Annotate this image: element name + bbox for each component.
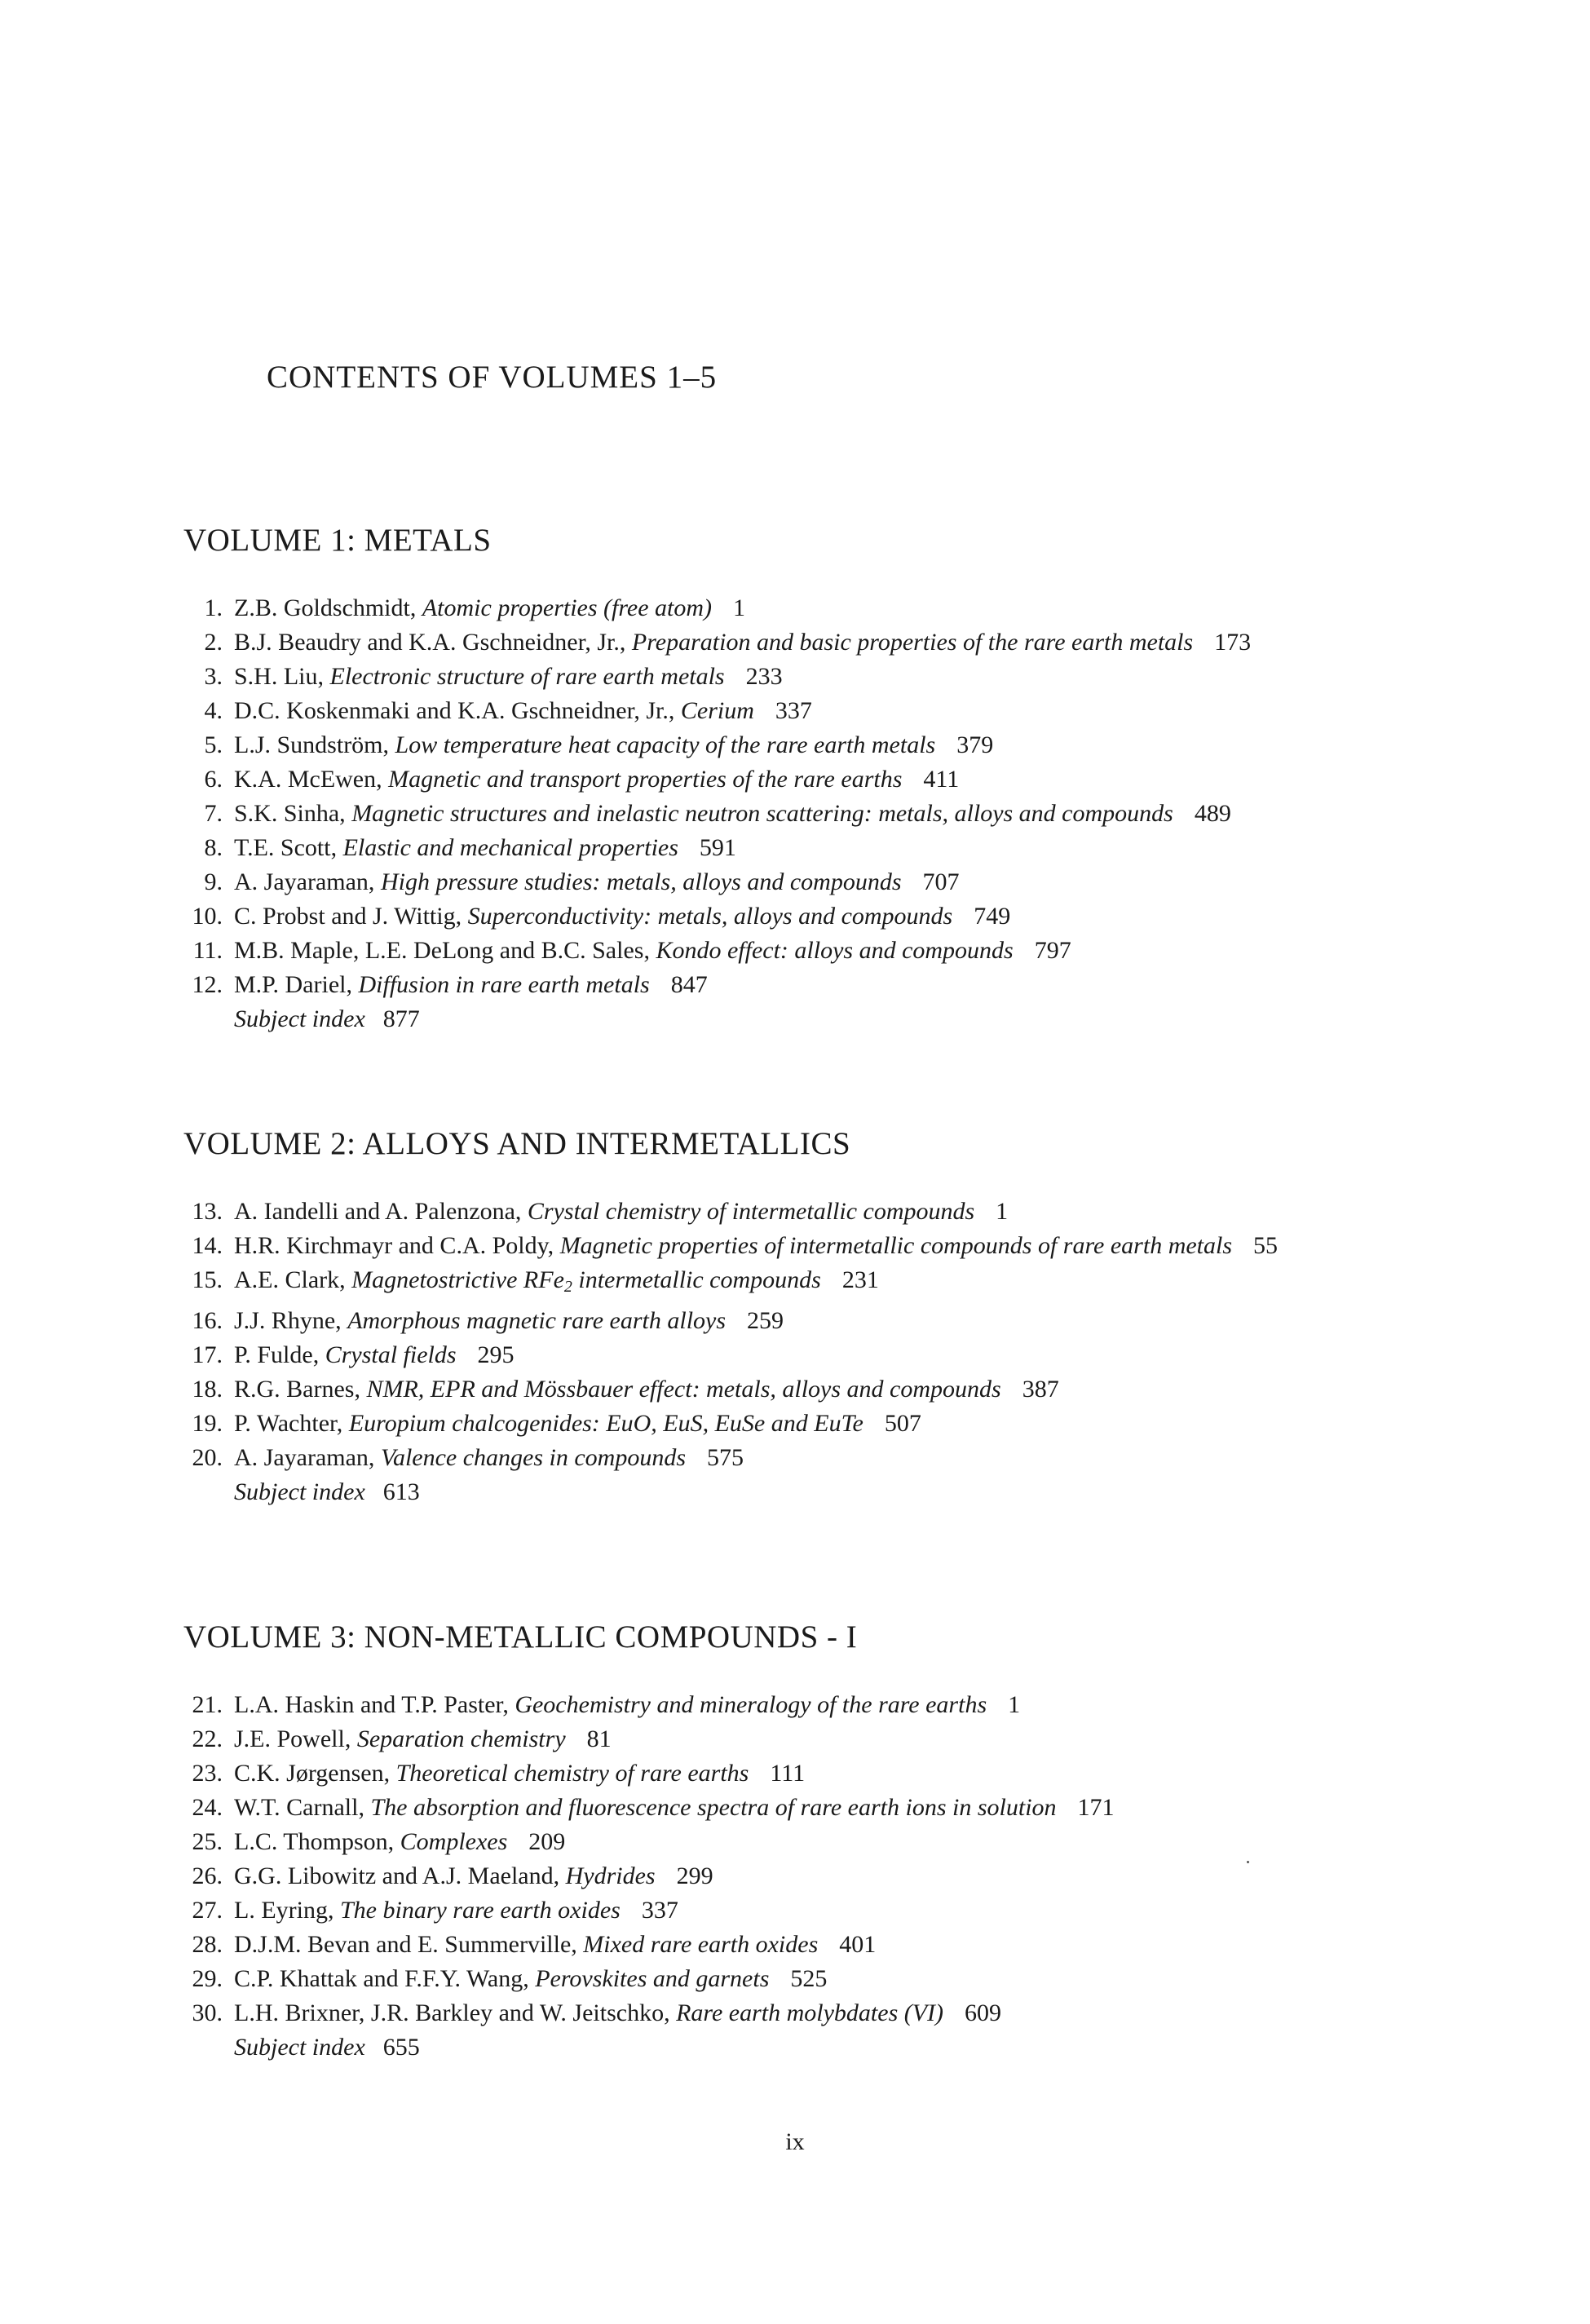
entry-title: Mixed rare earth oxides	[583, 1931, 819, 1958]
entry-number: 21.	[192, 1691, 223, 1718]
toc-entry	[183, 934, 1423, 968]
entry-authors: L.A. Haskin and T.P. Paster,	[234, 1691, 515, 1718]
toc-entry	[183, 1791, 1423, 1825]
entry-title: Geochemistry and mineralogy of the rare earths	[515, 1691, 987, 1718]
entry-page: 173	[1214, 629, 1252, 656]
toc-entry	[183, 1338, 1423, 1372]
entry-number: 15.	[192, 1266, 223, 1293]
entry-title: Low temperature heat capacity of the rare earth metals	[395, 731, 936, 758]
entry-authors: C.K. Jørgensen,	[234, 1760, 396, 1787]
toc-entry	[183, 1263, 1423, 1304]
entry-page: 1	[1008, 1691, 1021, 1718]
toc-entry	[183, 1825, 1423, 1859]
entry-title: Magnetic and transport properties of the rare earths	[388, 766, 903, 793]
entry-authors: B.J. Beaudry and K.A. Gschneidner, Jr.,	[234, 629, 632, 656]
page-number: ix	[785, 2128, 805, 2155]
toc-entry	[183, 694, 1423, 728]
toc-entry	[183, 1688, 1423, 1722]
entry-authors: G.G. Libowitz and A.J. Maeland,	[234, 1862, 566, 1889]
entry-authors: J.J. Rhyne,	[234, 1307, 348, 1334]
entry-authors: L. Eyring,	[234, 1897, 340, 1924]
entry-page: 1	[733, 594, 746, 621]
toc-entry	[183, 1304, 1423, 1338]
volume-heading: VOLUME 2: ALLOYS AND INTERMETALLICS	[183, 1126, 851, 1161]
entry-title-subscript: 2	[563, 1278, 572, 1296]
entry-title: High pressure studies: metals, alloys and compounds	[380, 868, 902, 895]
toc-entry	[183, 831, 1423, 865]
entry-page: 847	[670, 971, 708, 998]
entry-title: Magnetic structures and inelastic neutron scattering: metals, alloys and compounds	[351, 800, 1173, 827]
entry-authors: M.P. Dariel,	[234, 971, 359, 998]
volume-heading: VOLUME 1: METALS	[183, 523, 492, 558]
entry-authors: A.E. Clark,	[234, 1266, 352, 1293]
toc-entry	[183, 1372, 1423, 1407]
entry-page: 387	[1022, 1376, 1059, 1403]
entry-page: 525	[790, 1965, 828, 1992]
page-title: CONTENTS OF VOLUMES 1–5	[267, 360, 718, 395]
subject-index-page: 877	[382, 1005, 420, 1032]
volume-3-section	[183, 1619, 1423, 2065]
subject-index-label: Subject index	[234, 2034, 365, 2061]
subject-index	[183, 1002, 1423, 1036]
entry-title: Diffusion in rare earth metals	[358, 971, 650, 998]
entry-title-rest: intermetallic compounds	[572, 1266, 821, 1293]
entry-number: 30.	[192, 1999, 223, 2026]
entry-page: 379	[956, 731, 994, 758]
entry-title: Perovskites and garnets	[535, 1965, 770, 1992]
toc-entry	[183, 899, 1423, 934]
toc-entry	[183, 1229, 1423, 1263]
toc-entry	[183, 1441, 1423, 1475]
entry-title: Europium chalcogenides: EuO, EuS, EuSe and EuTe	[348, 1410, 863, 1437]
entry-authors: C.P. Khattak and F.F.Y. Wang,	[234, 1965, 536, 1992]
subject-index-page: 655	[382, 2034, 420, 2061]
entry-page: 797	[1034, 937, 1071, 964]
subject-index	[183, 2030, 1423, 2065]
entry-authors: W.T. Carnall,	[234, 1794, 371, 1821]
entry-number: 20.	[192, 1444, 223, 1471]
entry-number: 22.	[192, 1725, 223, 1752]
entry-page: 337	[775, 697, 812, 724]
entry-page: 507	[884, 1410, 921, 1437]
toc-entry	[183, 1996, 1423, 2030]
entry-title: Preparation and basic properties of the rare earth metals	[631, 629, 1194, 656]
entry-page: 81	[586, 1725, 612, 1752]
entry-number: 19.	[192, 1410, 223, 1437]
entry-authors: A. Iandelli and A. Palenzona,	[234, 1198, 528, 1225]
toc-entry	[183, 1962, 1423, 1996]
entry-page: 609	[965, 1999, 1002, 2026]
entry-title: Rare earth molybdates (VI)	[676, 1999, 944, 2026]
entry-number: 5.	[204, 731, 223, 758]
entry-title: Complexes	[400, 1828, 508, 1855]
toc-entry	[183, 1859, 1423, 1893]
entry-title: Kondo effect: alloys and compounds	[656, 937, 1014, 964]
entry-title: Cerium	[680, 697, 754, 724]
toc-entry	[183, 728, 1423, 762]
entry-number: 1.	[204, 594, 223, 621]
volume-heading: VOLUME 3: NON-METALLIC COMPOUNDS - I	[183, 1619, 858, 1655]
entry-number: 3.	[204, 663, 223, 690]
entry-title: Theoretical chemistry of rare earths	[395, 1760, 749, 1787]
volume-1-section	[183, 522, 1423, 1036]
entry-title: Magnetic properties of intermetallic compounds of rare earth metals	[559, 1232, 1233, 1259]
entry-authors: M.B. Maple, L.E. DeLong and B.C. Sales,	[234, 937, 656, 964]
entry-authors: A. Jayaraman,	[234, 868, 381, 895]
entry-number: 14.	[192, 1232, 223, 1259]
entry-authors: P. Wachter,	[234, 1410, 349, 1437]
entry-number: 26.	[192, 1862, 223, 1889]
toc-entry	[183, 797, 1423, 831]
toc-entry	[183, 762, 1423, 797]
entry-authors: P. Fulde,	[234, 1341, 325, 1368]
entry-page: 1	[996, 1198, 1009, 1225]
entry-page: 171	[1077, 1794, 1115, 1821]
toc-entry	[183, 1928, 1423, 1962]
entry-number: 28.	[192, 1931, 223, 1958]
entry-authors: L.H. Brixner, J.R. Barkley and W. Jeitschko,	[234, 1999, 677, 2026]
entry-number: 6.	[204, 766, 223, 793]
subject-index-label: Subject index	[234, 1478, 365, 1505]
entry-authors: L.C. Thompson,	[234, 1828, 400, 1855]
entry-page: 209	[528, 1828, 566, 1855]
toc-entry	[183, 968, 1423, 1002]
entry-authors: H.R. Kirchmayr and C.A. Poldy,	[234, 1232, 560, 1259]
print-speck	[1247, 1861, 1249, 1863]
entry-page: 575	[707, 1444, 744, 1471]
entry-page: 591	[699, 834, 736, 861]
entry-title: Crystal fields	[325, 1341, 457, 1368]
entry-authors: A. Jayaraman,	[234, 1444, 381, 1471]
entry-title: Electronic structure of rare earth metals	[329, 663, 725, 690]
entry-number: 11.	[192, 937, 223, 964]
entry-page: 299	[676, 1862, 713, 1889]
entry-number: 10.	[192, 903, 223, 930]
entry-title: The binary rare earth oxides	[339, 1897, 621, 1924]
entry-authors: S.K. Sinha,	[234, 800, 352, 827]
entry-number: 8.	[204, 834, 223, 861]
entry-title: Separation chemistry	[356, 1725, 566, 1752]
entry-authors: Z.B. Goldschmidt,	[234, 594, 422, 621]
entry-page: 233	[745, 663, 783, 690]
entry-number: 7.	[204, 800, 223, 827]
entry-page: 401	[839, 1931, 877, 1958]
entry-page: 707	[922, 868, 960, 895]
toc-entry	[183, 1893, 1423, 1928]
toc-entry	[183, 1407, 1423, 1441]
toc-entry	[183, 1195, 1423, 1229]
entry-authors: K.A. McEwen,	[234, 766, 389, 793]
entry-page: 337	[641, 1897, 678, 1924]
entry-number: 23.	[192, 1760, 223, 1787]
entry-number: 13.	[192, 1198, 223, 1225]
subject-index-label: Subject index	[234, 1005, 365, 1032]
entry-page: 295	[477, 1341, 515, 1368]
entry-page: 749	[974, 903, 1011, 930]
entry-number: 17.	[192, 1341, 223, 1368]
entry-number: 25.	[192, 1828, 223, 1855]
entry-authors: R.G. Barnes,	[234, 1376, 367, 1403]
entry-number: 16.	[192, 1307, 223, 1334]
entry-number: 27.	[192, 1897, 223, 1924]
entry-title: Elastic and mechanical properties	[342, 834, 678, 861]
subject-index-page: 613	[382, 1478, 420, 1505]
entry-title: Atomic properties (free atom)	[422, 594, 713, 621]
entry-page: 111	[770, 1760, 806, 1787]
entry-number: 29.	[192, 1965, 223, 1992]
entry-number: 12.	[192, 971, 223, 998]
entry-page: 55	[1253, 1232, 1279, 1259]
entry-title: Valence changes in compounds	[380, 1444, 687, 1471]
entry-page: 411	[923, 766, 960, 793]
entry-authors: T.E. Scott,	[234, 834, 343, 861]
entry-number: 24.	[192, 1794, 223, 1821]
entry-number: 9.	[204, 868, 223, 895]
entry-authors: D.C. Koskenmaki and K.A. Gschneidner, Jr.,	[234, 697, 681, 724]
entry-page: 259	[747, 1307, 784, 1334]
entry-page: 231	[841, 1266, 879, 1293]
entry-page: 489	[1194, 800, 1231, 827]
entry-authors: C. Probst and J. Wittig,	[234, 903, 468, 930]
toc-entry	[183, 625, 1423, 660]
toc-entry	[183, 591, 1423, 625]
volume-2-section	[183, 1125, 1423, 1509]
entry-title: Amorphous magnetic rare earth alloys	[347, 1307, 727, 1334]
toc-entry	[183, 1756, 1423, 1791]
entry-authors: D.J.M. Bevan and E. Summerville,	[234, 1931, 584, 1958]
entry-title: Crystal chemistry of intermetallic compounds	[527, 1198, 975, 1225]
entry-title: The absorption and fluorescence spectra of rare earth ions in solution	[370, 1794, 1057, 1821]
entry-title: Superconductivity: metals, alloys and compounds	[467, 903, 953, 930]
entry-title: Magnetostrictive RFe	[351, 1266, 564, 1293]
subject-index	[183, 1475, 1423, 1509]
entry-authors: S.H. Liu,	[234, 663, 330, 690]
entry-title: NMR, EPR and Mössbauer effect: metals, alloys and compounds	[366, 1376, 1001, 1403]
toc-entry	[183, 660, 1423, 694]
entry-number: 2.	[204, 629, 223, 656]
toc-entry	[183, 865, 1423, 899]
entry-authors: L.J. Sundström,	[234, 731, 395, 758]
entry-authors: J.E. Powell,	[234, 1725, 357, 1752]
entry-number: 4.	[204, 697, 223, 724]
toc-entry	[183, 1722, 1423, 1756]
entry-title: Hydrides	[565, 1862, 656, 1889]
entry-number: 18.	[192, 1376, 223, 1403]
